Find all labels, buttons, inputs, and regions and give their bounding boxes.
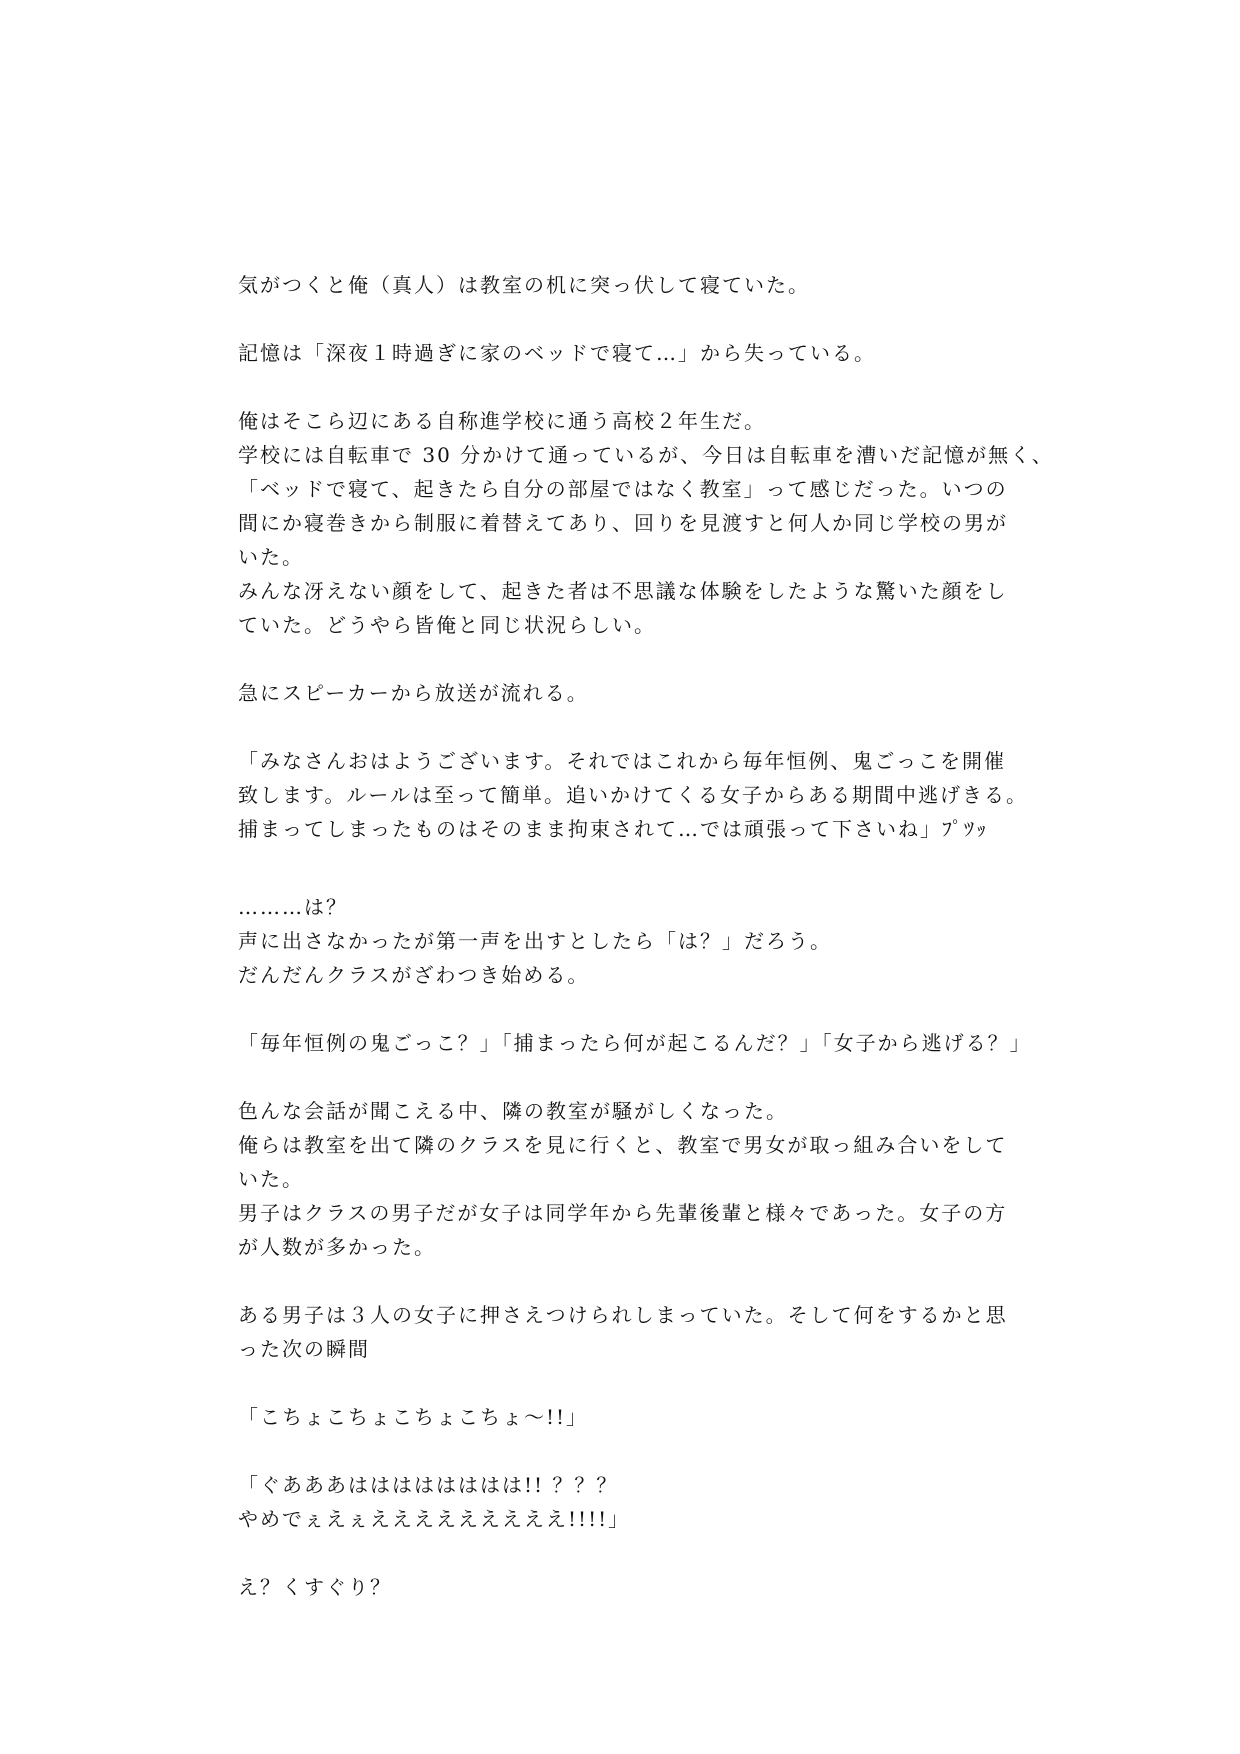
text-line: やめでぇえぇえええええええええ!!!!」	[238, 1507, 631, 1531]
blank-line	[238, 642, 1018, 676]
text-line: 捕まってしまったものはそのまま拘束されて…では頑張って下さいね」ﾌﾟﾂｯ	[238, 817, 988, 841]
body-text	[238, 268, 1054, 1604]
blank-line	[238, 1434, 1018, 1468]
text-line: ていた。どうやら皆俺と同じ状況らしい。	[238, 613, 656, 637]
text-line: 「毎年恒例の鬼ごっこ？」「捕まったら何が起こるんだ？」「女子から逃げる？」	[238, 1031, 1032, 1055]
text-line: った次の瞬間	[238, 1337, 370, 1361]
text-line: 気がつくと俺（真人）は教室の机に突っ伏して寝ていた。	[238, 273, 810, 297]
blank-line	[238, 1264, 1018, 1298]
text-line: いた。	[238, 1167, 304, 1191]
text-line: 俺はそこら辺にある自称進学校に通う高校２年生だ。	[238, 409, 766, 433]
blank-line	[238, 992, 1018, 1026]
text-line: みんな冴えない顔をして、起きた者は不思議な体験をしたような驚いた顔をし	[238, 579, 1008, 603]
text-line: え？くすぐり？	[238, 1575, 392, 1599]
text-line: 致します。ルールは至って簡単。追いかけてくる女子からある期間中逃げきる。	[238, 783, 1028, 807]
text-line: だんだんクラスがざわつき始める。	[238, 963, 590, 987]
text-line: 間にか寝巻きから制服に着替えてあり、回りを見渡すと何人か同じ学校の男が	[238, 511, 1008, 535]
text-line: 声に出さなかったが第一声を出すとしたら「は？」だろう。	[238, 929, 832, 953]
text-line: ………は？	[238, 895, 348, 919]
text-line: 学校には自転車で 30 分かけて通っているが、今日は自転車を漕いだ記憶が無く、	[238, 443, 1054, 467]
blank-line	[238, 302, 1018, 336]
blank-line	[238, 710, 1018, 744]
text-line: 男子はクラスの男子だが女子は同学年から先輩後輩と様々であった。女子の方	[238, 1201, 1008, 1225]
blank-line	[238, 1366, 1018, 1400]
text-line: 「こちょこちょこちょこちょ～!!」	[238, 1405, 589, 1429]
text-line: 俺らは教室を出て隣のクラスを見に行くと、教室で男女が取っ組み合いをして	[238, 1133, 1008, 1157]
blank-line	[238, 846, 1018, 890]
text-line: 「ベッドで寝て、起きたら自分の部屋ではなく教室」って感じだった。いつの	[238, 477, 1008, 501]
text-line: 「みなさんおはようございます。それではこれから毎年恒例、鬼ごっこを開催	[238, 749, 1006, 773]
text-line: ある男子は３人の女子に押さえつけられしまっていた。そして何をするかと思	[238, 1303, 1008, 1327]
text-line: 色んな会話が聞こえる中、隣の教室が騒がしくなった。	[238, 1099, 788, 1123]
text-line: いた。	[238, 545, 304, 569]
text-line: 記憶は「深夜１時過ぎに家のベッドで寝て…」から失っている。	[238, 341, 876, 365]
blank-line	[238, 1060, 1018, 1094]
text-line: 急にスピーカーから放送が流れる。	[238, 681, 589, 705]
blank-line	[238, 370, 1018, 404]
text-line: が人数が多かった。	[238, 1235, 436, 1259]
text-line: 「ぐあああはははははははは!! ？？？	[238, 1473, 619, 1497]
blank-line	[238, 1536, 1018, 1570]
